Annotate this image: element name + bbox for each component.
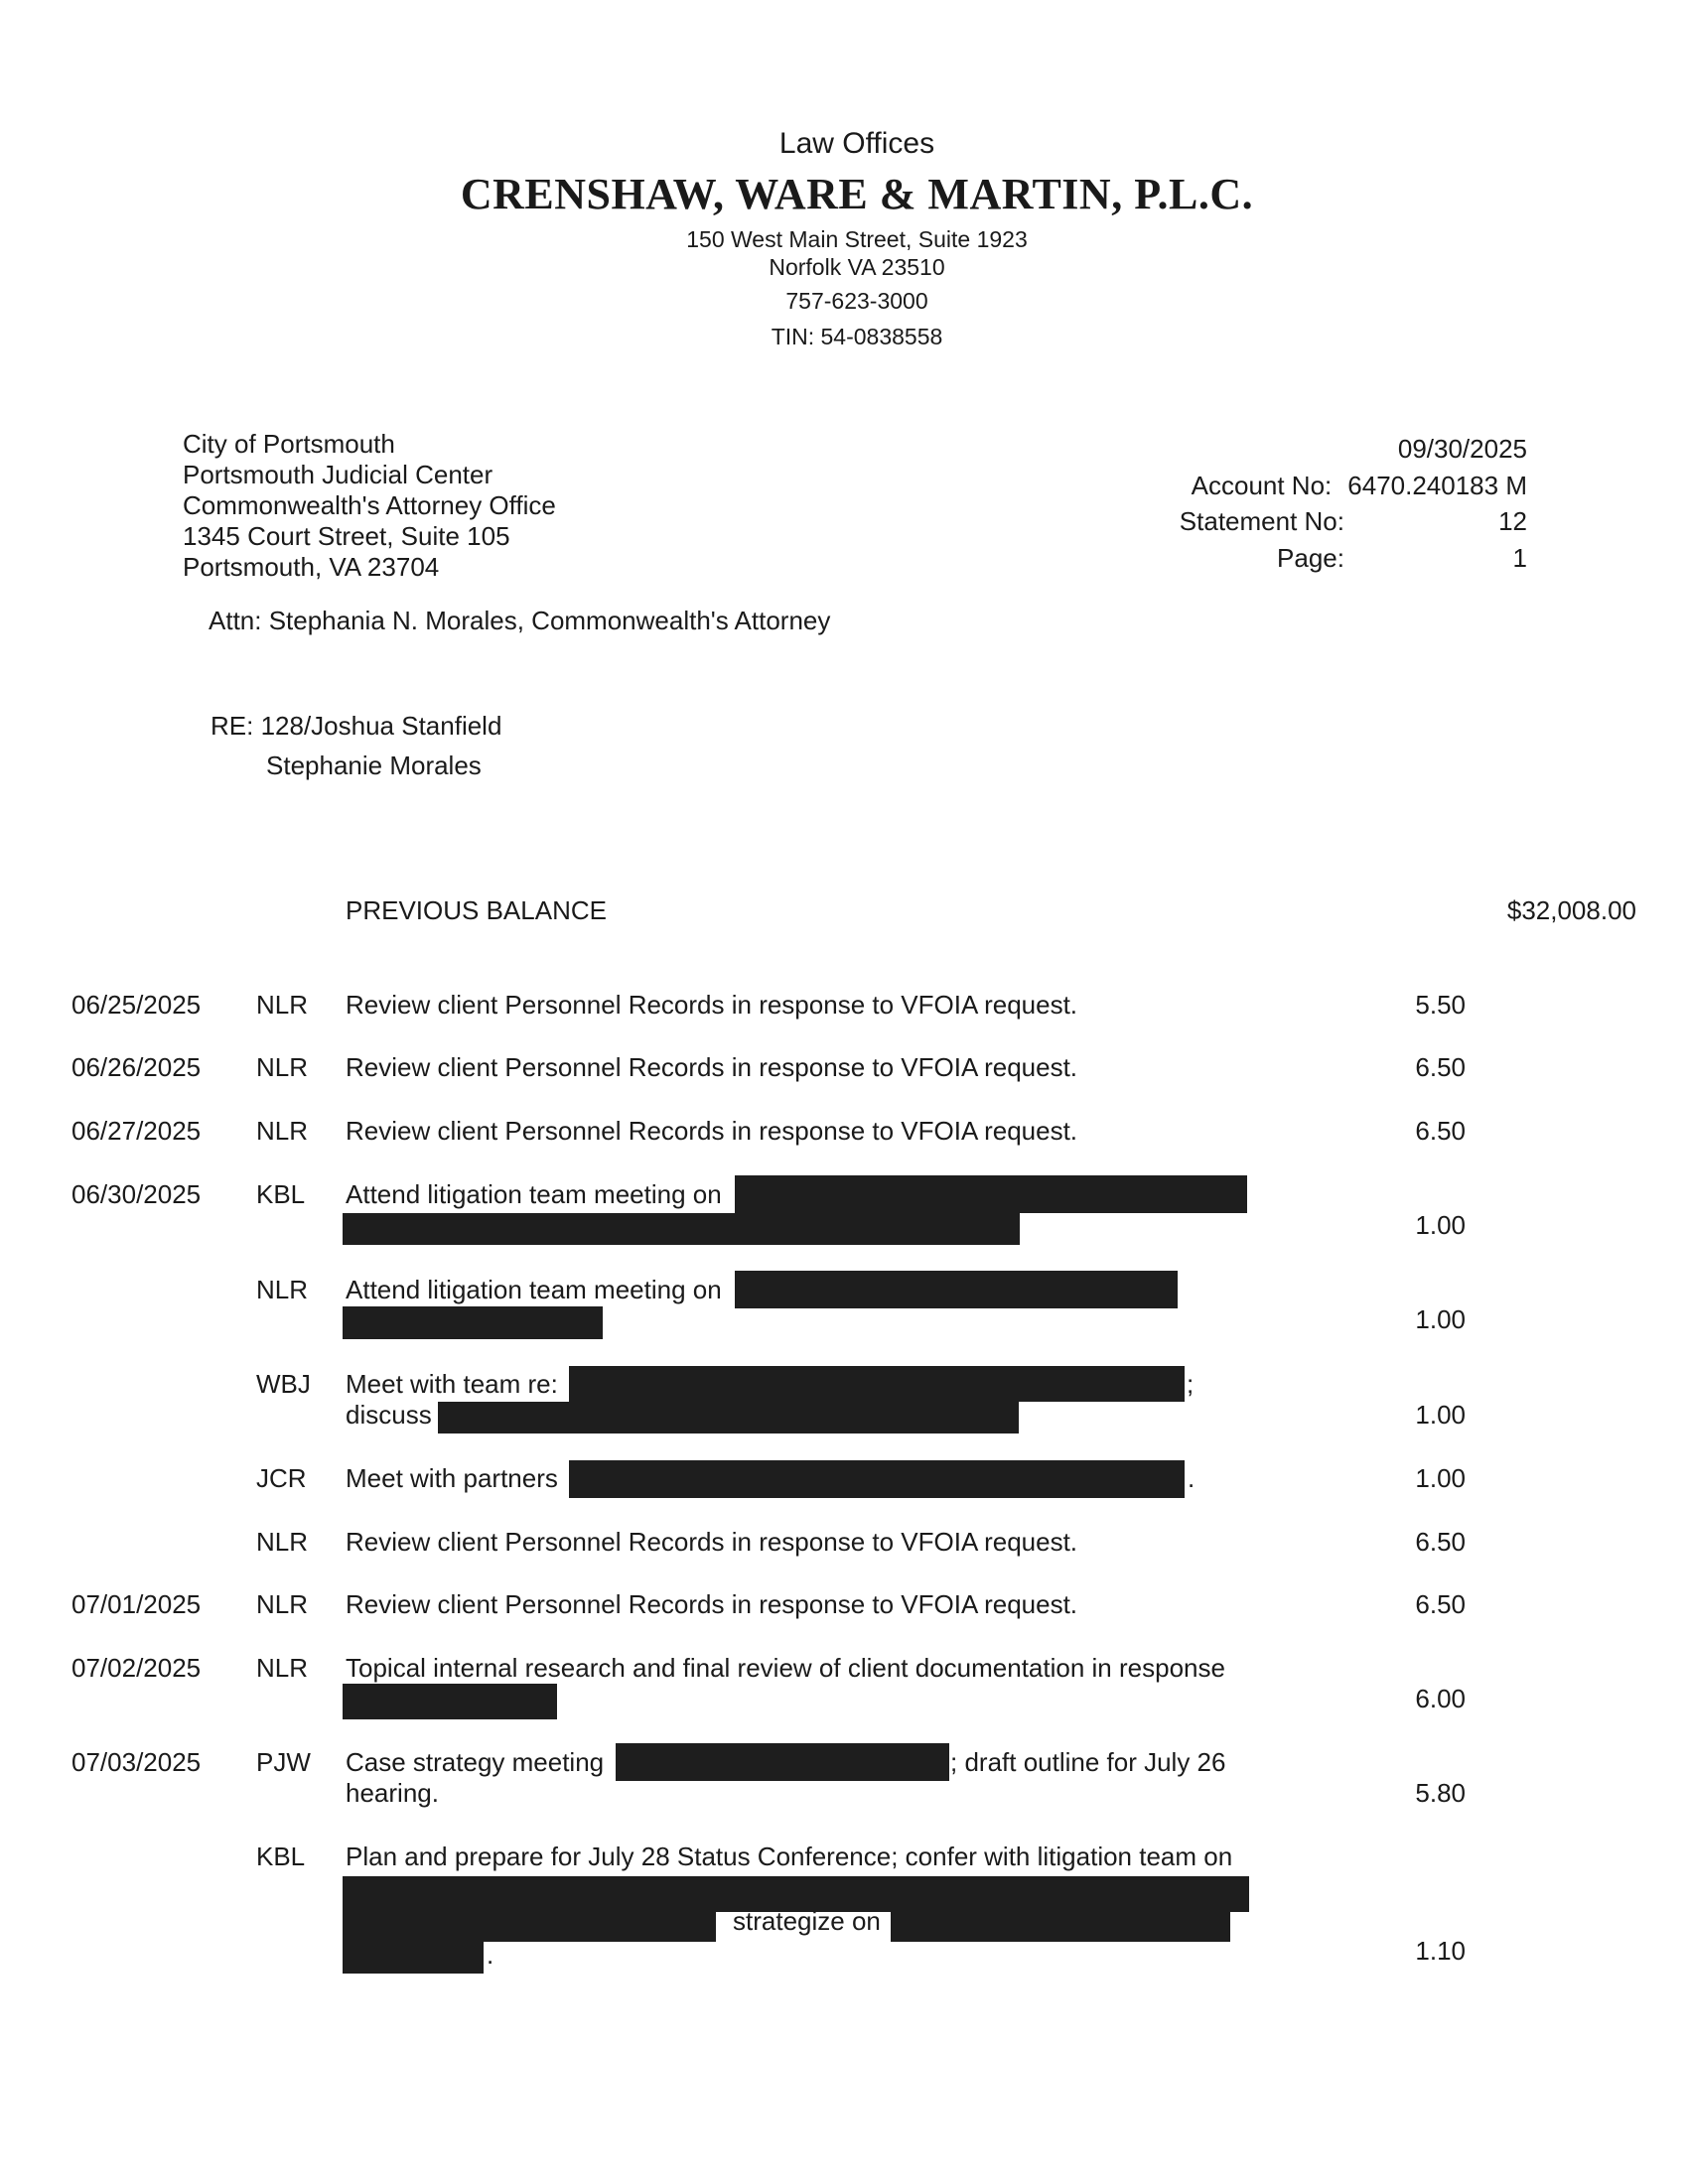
client-address xyxy=(183,429,556,583)
entry-description: Plan and prepare for July 28 Status Conference; confer with litigation team on xyxy=(346,1842,1233,1871)
entry-initials: PJW xyxy=(256,1747,311,1777)
client-line2: Portsmouth Judicial Center xyxy=(183,460,493,489)
entry-initials: NLR xyxy=(256,990,309,1020)
entry-initials: NLR xyxy=(256,1052,309,1082)
entry-date: 06/30/2025 xyxy=(71,1179,202,1209)
entry-description: Review client Personnel Records in response to VFOIA request. xyxy=(346,1589,1078,1619)
entry-description: Case strategy meeting xyxy=(346,1747,605,1777)
entry-hours: 1.10 xyxy=(1415,1936,1466,1966)
entry-hours: 6.50 xyxy=(1415,1052,1466,1082)
entry-date: 06/26/2025 xyxy=(71,1052,202,1082)
entry-initials: KBL xyxy=(256,1842,306,1871)
entry-initials: NLR xyxy=(256,1589,309,1619)
redaction-block xyxy=(438,1402,1019,1433)
entry-initials: KBL xyxy=(256,1179,306,1209)
redaction-block xyxy=(343,1306,603,1339)
entry-initials: NLR xyxy=(256,1653,309,1683)
entry-description: Review client Personnel Records in response to VFOIA request. xyxy=(346,990,1078,1020)
entry-initials: NLR xyxy=(256,1116,309,1146)
statement-meta xyxy=(993,431,1527,576)
entry-hours: 6.50 xyxy=(1415,1589,1466,1619)
account-number: 6470.240183 M xyxy=(1347,470,1527,500)
firm-tin: TIN: 54-0838558 xyxy=(771,324,943,349)
entry-hours: 1.00 xyxy=(1415,1304,1466,1334)
entry-description: Review client Personnel Records in response to VFOIA request. xyxy=(346,1527,1078,1557)
attention-line: Attn: Stephania N. Morales, Commonwealth's Attorney xyxy=(209,606,831,635)
entry-description: Attend litigation team meeting on xyxy=(346,1275,722,1304)
statement-date: 09/30/2025 xyxy=(1397,434,1527,464)
entry-hours: 5.80 xyxy=(1415,1778,1466,1808)
re-line2: Stephanie Morales xyxy=(266,751,482,780)
page-number: 1 xyxy=(1512,542,1527,573)
entry-hours: 6.50 xyxy=(1415,1116,1466,1146)
firm-address-line1: 150 West Main Street, Suite 1923 xyxy=(686,226,1028,252)
client-line1: City of Portsmouth xyxy=(183,429,395,459)
law-offices-label: Law Offices xyxy=(778,127,935,160)
redaction-block xyxy=(735,1271,1178,1308)
redaction-block xyxy=(343,1942,484,1974)
redaction-block xyxy=(343,1910,716,1942)
account-label: Account No: xyxy=(1191,470,1333,500)
entry-date: 06/25/2025 xyxy=(71,990,202,1020)
entry-initials: NLR xyxy=(256,1527,309,1557)
client-line5: Portsmouth, VA 23704 xyxy=(183,552,440,582)
entry-initials: NLR xyxy=(256,1275,309,1304)
previous-balance-amount: $32,008.00 xyxy=(1506,895,1636,925)
entry-date: 07/03/2025 xyxy=(71,1747,202,1777)
entry-hours: 6.50 xyxy=(1415,1527,1466,1557)
entry-text-tail: . xyxy=(1188,1463,1196,1493)
redaction-block xyxy=(616,1743,949,1781)
entry-text-tail: . xyxy=(487,1940,494,1970)
entry-description: Attend litigation team meeting on xyxy=(346,1179,722,1209)
redaction-block xyxy=(343,1684,557,1719)
firm-phone: 757-623-3000 xyxy=(785,288,928,314)
entry-hours: 5.50 xyxy=(1415,990,1466,1020)
entry-hours: 1.00 xyxy=(1415,1463,1466,1493)
client-line4: 1345 Court Street, Suite 105 xyxy=(183,521,510,551)
firm-address-line2: Norfolk VA 23510 xyxy=(769,254,945,280)
entry-text-mid: strategize on xyxy=(733,1906,881,1936)
entry-description: Review client Personnel Records in response to VFOIA request. xyxy=(346,1052,1078,1082)
redaction-block xyxy=(891,1910,1230,1942)
previous-balance-label: PREVIOUS BALANCE xyxy=(346,895,607,925)
entry-initials: WBJ xyxy=(256,1369,311,1399)
entry-description-line2: discuss xyxy=(346,1400,432,1430)
entry-initials: JCR xyxy=(256,1463,307,1493)
entry-description: Meet with team re: xyxy=(346,1369,558,1399)
statement-number-label: Statement No: xyxy=(1179,506,1344,536)
entry-hours: 1.00 xyxy=(1415,1210,1466,1240)
entry-text-tail: ; xyxy=(1187,1369,1195,1399)
entry-description-line2: hearing. xyxy=(346,1778,439,1808)
entry-description: Topical internal research and final review of client documentation in response xyxy=(346,1653,1225,1683)
client-line3: Commonwealth's Attorney Office xyxy=(183,490,556,520)
re-line1: RE: 128/Joshua Stanfield xyxy=(211,711,502,741)
redaction-block xyxy=(343,1213,1020,1245)
entry-description: Review client Personnel Records in response to VFOIA request. xyxy=(346,1116,1078,1146)
entry-description: Meet with partners xyxy=(346,1463,558,1493)
redaction-block xyxy=(569,1366,1185,1402)
entry-date: 06/27/2025 xyxy=(71,1116,202,1146)
entry-hours: 1.00 xyxy=(1415,1400,1466,1430)
statement-number: 12 xyxy=(1498,506,1527,536)
page-label: Page: xyxy=(1277,542,1344,573)
entry-date: 07/01/2025 xyxy=(71,1589,202,1619)
firm-name: CRENSHAW, WARE & MARTIN, P.L.C. xyxy=(460,170,1254,218)
entry-date: 07/02/2025 xyxy=(71,1653,202,1683)
redaction-block xyxy=(569,1460,1185,1498)
redaction-block xyxy=(735,1175,1247,1213)
entry-hours: 6.00 xyxy=(1415,1684,1466,1713)
entry-text-tail: ; draft outline for July 26 xyxy=(950,1747,1226,1777)
